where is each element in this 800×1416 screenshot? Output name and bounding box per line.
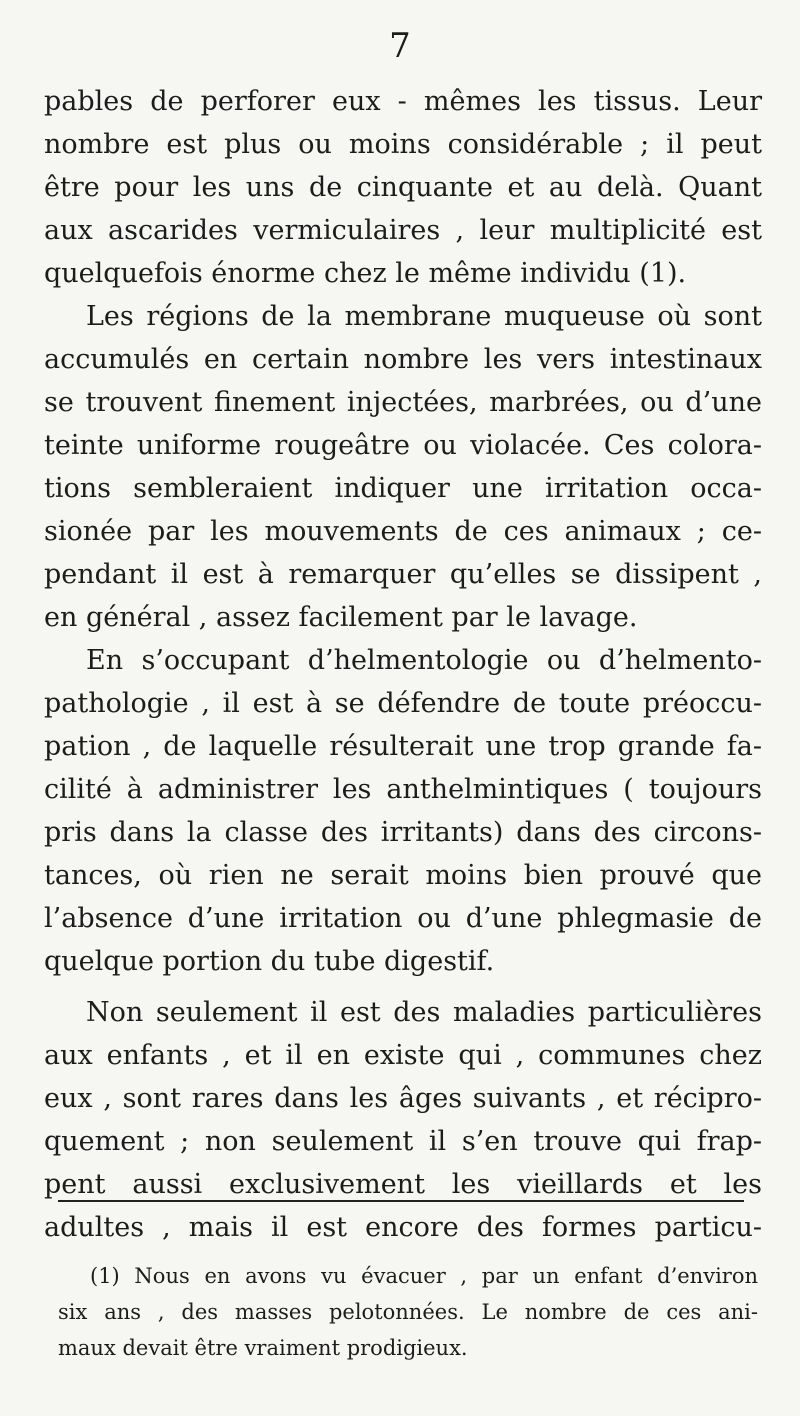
body-text [44,80,762,1249]
text-line: quement ; non seulement il s’en trouve qui frap- [44,1126,762,1157]
text-line: En s’occupant d’helmentologie ou d’helmento- [86,645,762,676]
text-line: adultes , mais il est encore des formes particu- [44,1212,762,1243]
footnote-line: maux devait être vraiment prodigieux. [58,1336,468,1360]
text-line: quelquefois énorme chez le même individu (1). [44,258,687,289]
text-line: pathologie , il est à se défendre de toute préoccu- [44,688,762,719]
text-line: pent aussi exclusivement les vieillards et les [44,1169,762,1200]
footnote-divider [58,1200,744,1202]
text-line: quelque portion du tube digestif. [44,946,495,977]
text-line: tances, où rien ne serait moins bien prouvé que [44,860,762,891]
text-line: cilité à administrer les anthelmintiques ( toujours [44,774,762,805]
page-number: 7 [389,26,411,66]
text-line: tions sembleraient indiquer une irritation occa- [44,473,762,504]
text-line: pris dans la classe des irritants) dans des circons- [44,817,762,848]
text-line: teinte uniforme rougeâtre ou violacée. Ces colora- [44,430,762,461]
text-line: aux enfants , et il en existe qui , communes chez [44,1040,762,1071]
text-line: nombre est plus ou moins considérable ; il peut [44,129,762,160]
text-line: pendant il est à remarquer qu’elles se dissipent , [44,559,762,590]
footnote-line: six ans , des masses pelotonnées. Le nombre de ces ani- [58,1300,758,1324]
text-line: eux , sont rares dans les âges suivants , et récipro- [44,1083,762,1114]
text-line: sionée par les mouvements de ces animaux ; ce- [44,516,762,547]
text-line: en général , assez facilement par le lavage. [44,602,638,633]
text-line: pables de perforer eux - mêmes les tissus. Leur [44,86,762,117]
text-line: pation , de laquelle résulterait une trop grande fa- [44,731,762,762]
text-line: être pour les uns de cinquante et au delà. Quant [44,172,762,203]
footnote-line: (1) Nous en avons vu évacuer , par un enfant d’environ [90,1264,758,1288]
text-line: accumulés en certain nombre les vers intestinaux [44,344,762,375]
footnotes [58,1258,758,1366]
text-line: Non seulement il est des maladies particulières [86,997,762,1028]
text-line: se trouvent finement injectées, marbrées, ou d’une [44,387,762,418]
text-line: Les régions de la membrane muqueuse où sont [86,301,762,332]
text-line: aux ascarides vermiculaires , leur multiplicité est [44,215,762,246]
text-line: l’absence d’une irritation ou d’une phlegmasie de [44,903,762,934]
